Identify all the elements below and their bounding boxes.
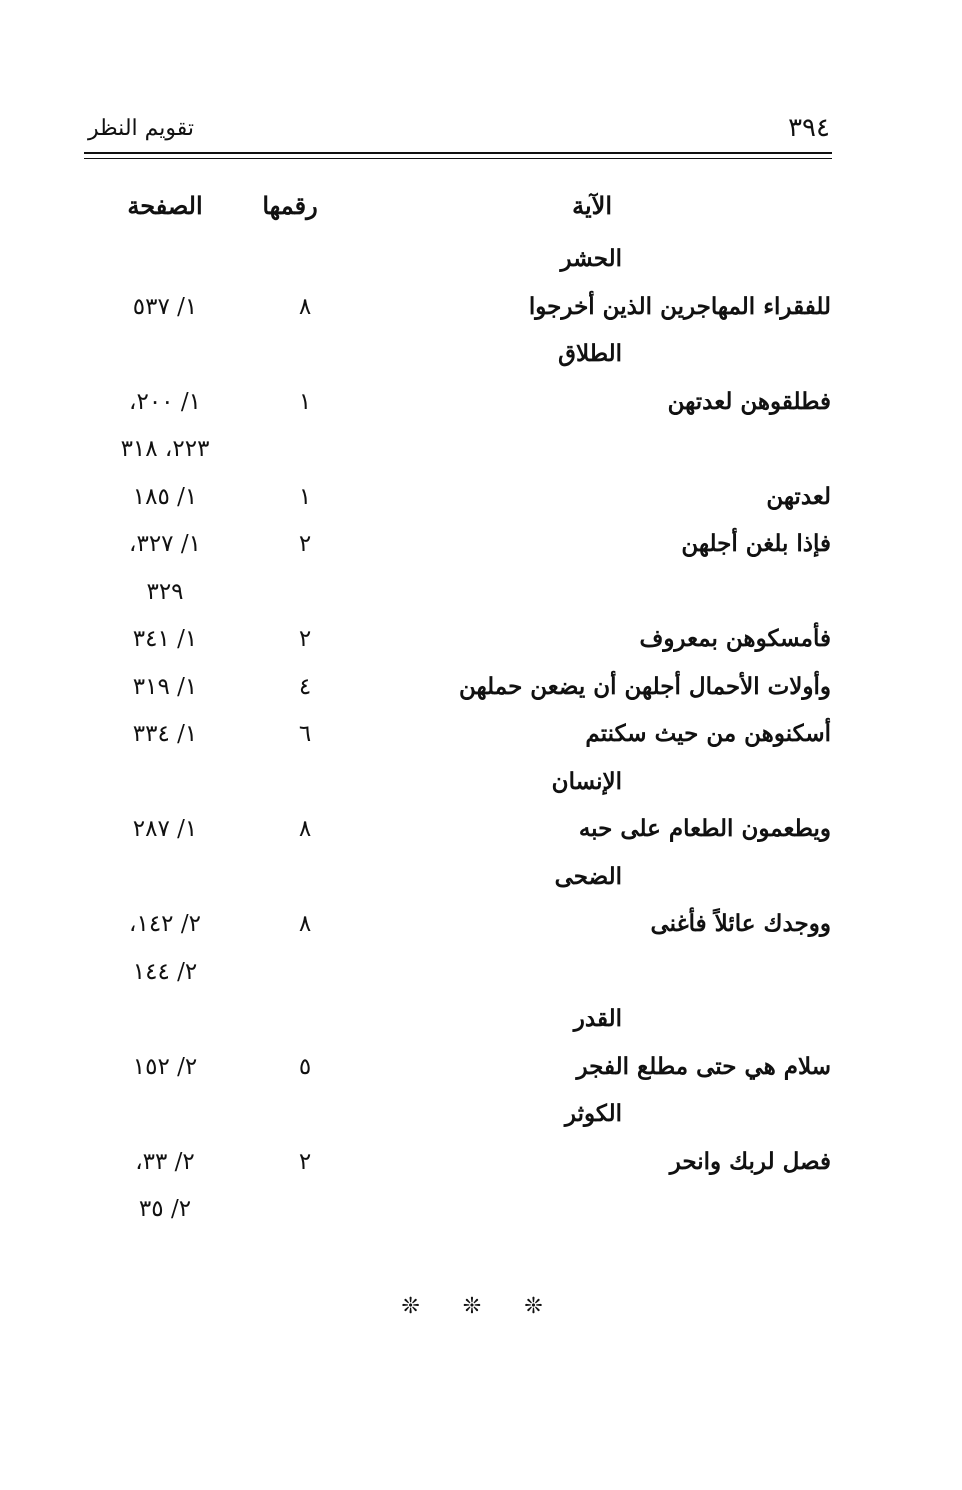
verse-number: ٨	[298, 911, 312, 937]
verse-text: للفقراء المهاجرين الذين أخرجوا	[528, 292, 831, 320]
surah-name: القدر	[573, 1005, 622, 1032]
verse-number: ٨	[298, 293, 312, 320]
verse-number: ١	[298, 483, 312, 510]
surah-name: الإنسان	[551, 767, 622, 795]
table-row	[0, 712, 962, 760]
verse-number: ٢	[298, 531, 312, 557]
page-reference: ٢/ ١٤٤	[132, 958, 198, 985]
surah-heading-row	[0, 760, 962, 808]
verse-number: ١	[298, 388, 312, 415]
surah-name: الطلاق	[558, 340, 622, 367]
table-row	[0, 902, 962, 950]
table-row	[0, 475, 962, 523]
header-rule-thick	[84, 152, 832, 154]
table-row	[0, 522, 962, 570]
verse-text: فإذا بلغن أجلهن	[681, 530, 831, 557]
verse-text: وأولات الأحمال أجلهن أن يضعن حملهن	[459, 672, 831, 700]
verse-number: ٢	[298, 1148, 312, 1175]
page-reference: ١/ ٣١٩	[132, 673, 198, 700]
page-reference: ٢/ ١٥٢	[132, 1053, 198, 1080]
table-row	[0, 285, 962, 333]
page-reference: ١/ ١٨٥	[132, 483, 198, 510]
page-reference: ٢/ ٣٥	[138, 1196, 192, 1222]
verse-text: فأمسكوهن بمعروف	[639, 625, 831, 652]
verse-number: ٥	[298, 1053, 312, 1080]
page-reference: ٢/ ١٤٢،	[129, 911, 201, 937]
verse-number: ٢	[298, 626, 312, 652]
column-header-number: رقمها	[262, 191, 318, 220]
table-row	[0, 570, 962, 618]
header-rule-thin	[84, 158, 832, 159]
table-row	[0, 1045, 962, 1093]
surah-heading-row	[0, 237, 962, 285]
page-reference: ١/ ٢٠٠،	[129, 388, 201, 415]
index-table	[0, 237, 962, 1235]
surah-heading-row	[0, 332, 962, 380]
column-header-verse: الآية	[572, 191, 612, 220]
page-reference: ١/ ٥٣٧	[132, 293, 198, 320]
surah-name: الضحى	[554, 862, 622, 890]
page-reference: ٢/ ٣٣،	[135, 1148, 195, 1175]
column-header-page: الصفحة	[127, 191, 203, 220]
page-number: ٣٩٤	[788, 113, 830, 143]
page-reference: ٣٢٩	[146, 578, 184, 605]
running-title: تقويم النظر	[88, 116, 195, 141]
verse-text: فطلقوهن لعدتهن	[667, 387, 831, 415]
verse-text: ووجدك عائلاً فأغنى	[650, 910, 831, 937]
table-row	[0, 950, 962, 998]
table-row	[0, 617, 962, 665]
table-row	[0, 1140, 962, 1188]
table-row	[0, 807, 962, 855]
verse-number: ٨	[298, 816, 312, 842]
table-row	[0, 427, 962, 475]
verse-number: ٤	[298, 673, 312, 700]
page-reference: ١/ ٣٤١	[132, 626, 198, 652]
table-row	[0, 380, 962, 428]
surah-name: الكوثر	[564, 1100, 622, 1127]
section-end-ornament: ❊ ❊ ❊	[401, 1294, 561, 1319]
page-reference: ١/ ٣٢٧،	[129, 531, 201, 557]
page-reference: ١/ ٣٣٤	[132, 721, 198, 747]
page-reference: ١/ ٢٨٧	[132, 816, 198, 842]
table-row	[0, 665, 962, 713]
page-reference: ٢٢٣، ٣١٨	[120, 436, 210, 462]
verse-text: أسكنوهن من حيث سكنتم	[585, 720, 831, 747]
verse-text: سلام هي حتى مطلع الفجر	[576, 1052, 831, 1080]
verse-number: ٦	[298, 721, 312, 747]
surah-heading-row	[0, 855, 962, 903]
surah-heading-row	[0, 1092, 962, 1140]
table-row	[0, 1187, 962, 1235]
verse-text: فصل لربك وانحر	[669, 1147, 831, 1175]
verse-text: لعدتهن	[766, 482, 831, 510]
verse-text: ويطعمون الطعام على حبه	[578, 815, 831, 842]
surah-name: الحشر	[560, 245, 622, 272]
surah-heading-row	[0, 997, 962, 1045]
